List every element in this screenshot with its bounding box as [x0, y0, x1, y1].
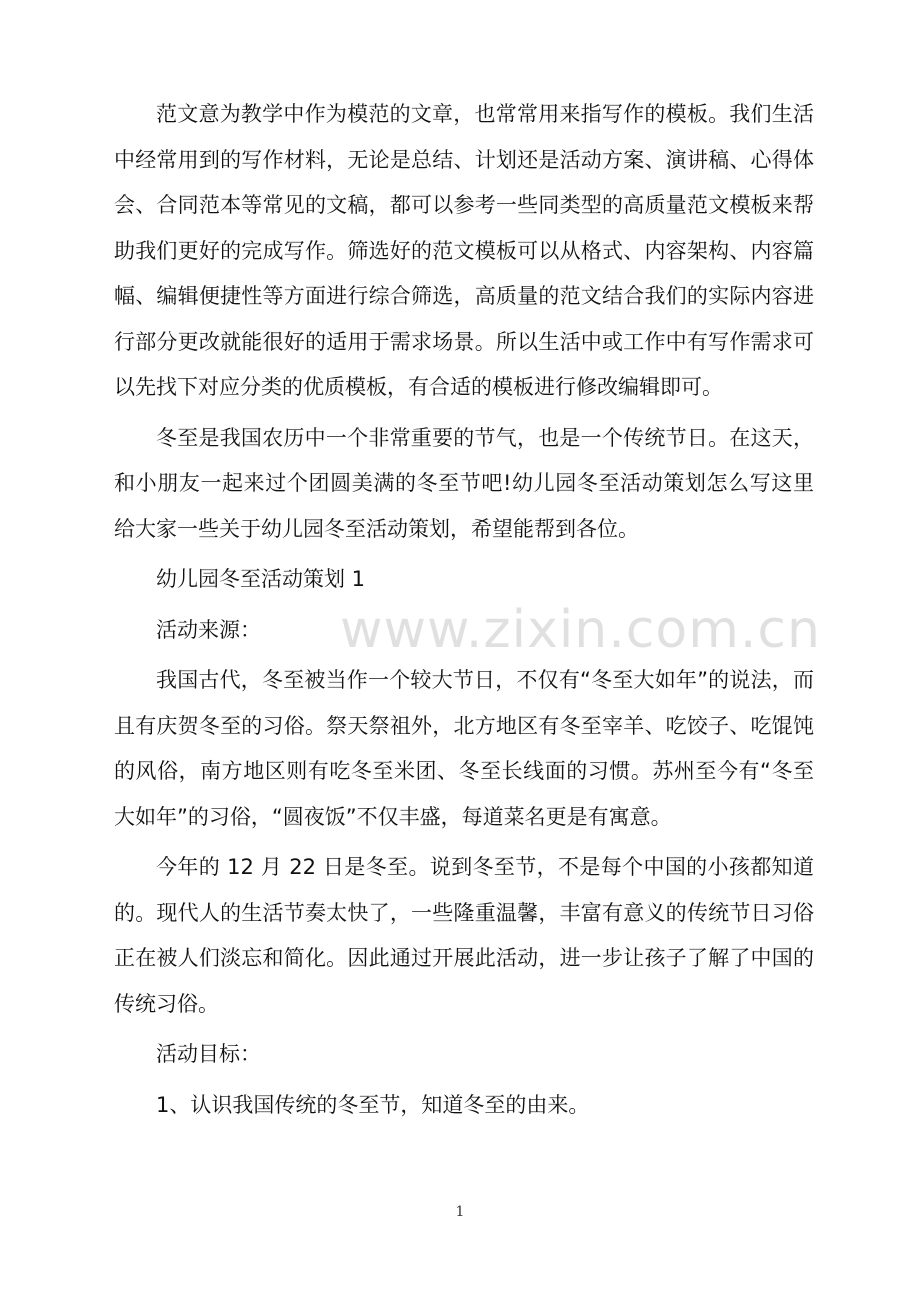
history-paragraph: 我国古代，冬至被当作一个较大节日，不仅有“冬至大如年”的说法，而且有庆贺冬至的习俗。祭天祭祖外，北方地区有冬至宰羊、吃饺子、吃馄饨的风俗，南方地区则有吃冬至米团、冬至长线面的习惯。苏州至今有“冬至大如年”的习俗，“圆夜饭”不仅丰盛，每道菜名更是有寓意。 — [114, 668, 814, 829]
section-heading-activity-goals: 活动目标： — [156, 1042, 261, 1066]
goal-item-1: 1、认识我国传统的冬至节，知道冬至的由来。 — [156, 1092, 590, 1117]
page-number: 1 — [455, 1204, 465, 1220]
section-heading-activity-source: 活动来源： — [156, 617, 261, 642]
watermark: www.zixin.com.cn — [340, 600, 821, 660]
intro-paragraph: 范文意为教学中作为模范的文章，也常常用来指写作的模板。我们生活中经常用到的写作材料，无论是总结、计划还是活动方案、演讲稿、心得体会、合同范本等常见的文稿，都可以参考一些同类型的高质量范文模板来帮助我们更好的完成写作。筛选好的范文模板可以从格式、内容架构、内容篇幅、编辑便捷性等方面进行综合筛选，高质量的范文结合我们的实际内容进行部分更改就能很好的适用于需求场景。所以生活中或工作中有写作需求可以先找下对应分类的优质模板，有合适的模板进行修改编辑即可。 — [114, 102, 814, 399]
date-paragraph: 今年的 12 月 22 日是冬至。说到冬至节，不是每个中国的小孩都知道的。现代人的生活节奏太快了，一些隆重温馨，丰富有意义的传统节日习俗正在被人们淡忘和简化。因此通过开展此活动，进一步让孩子了解了中国的传统习俗。 — [114, 855, 814, 1016]
section-heading-plan-1: 幼儿园冬至活动策划 1 — [156, 567, 366, 591]
winter-solstice-intro-paragraph: 冬至是我国农历中一个非常重要的节气，也是一个传统节日。在这天，和小朋友一起来过个团圆美满的冬至节吧!幼儿园冬至活动策划怎么写这里给大家一些关于幼儿园冬至活动策划，希望能帮到各位。 — [114, 425, 814, 541]
